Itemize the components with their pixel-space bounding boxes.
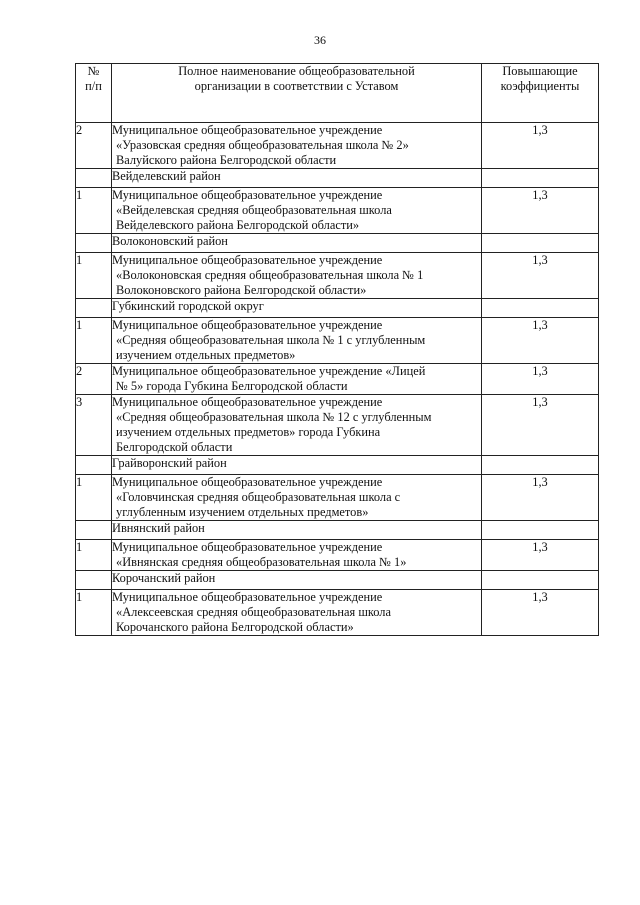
school-row — [76, 123, 599, 169]
district-number-cell — [76, 169, 112, 188]
district-row — [76, 169, 599, 188]
school-row — [76, 188, 599, 234]
school-name — [112, 364, 482, 395]
school-name — [112, 590, 482, 636]
header-number — [76, 64, 112, 123]
school-name-line: Муниципальное общеобразовательное учреждение — [112, 318, 383, 332]
district-row — [76, 456, 599, 475]
school-name-line: Волоконовского района Белгородской области» — [116, 283, 367, 297]
school-name — [112, 540, 482, 571]
district-row — [76, 299, 599, 318]
row-number: 1 — [76, 318, 112, 364]
schools-table — [75, 63, 599, 636]
row-number: 3 — [76, 395, 112, 456]
district-name: Грайворонский район — [112, 456, 482, 475]
school-row — [76, 475, 599, 521]
district-number-cell — [76, 299, 112, 318]
coefficient-value: 1,3 — [482, 253, 599, 299]
coefficient-value: 1,3 — [482, 123, 599, 169]
district-coef-cell — [482, 169, 599, 188]
school-name-line: «Алексеевская средняя общеобразовательная школа — [116, 605, 391, 619]
row-number: 1 — [76, 475, 112, 521]
school-name-line: № 5» города Губкина Белгородской области — [116, 379, 348, 393]
school-row — [76, 253, 599, 299]
row-number: 1 — [76, 188, 112, 234]
coefficient-value: 1,3 — [482, 590, 599, 636]
district-row — [76, 571, 599, 590]
district-name: Корочанский район — [112, 571, 482, 590]
coefficient-value: 1,3 — [482, 475, 599, 521]
school-name-line: «Волоконовская средняя общеобразовательная школа № 1 — [116, 268, 424, 282]
header-number-line2: п/п — [85, 79, 102, 93]
school-name-line: «Головчинская средняя общеобразовательная школа с — [116, 490, 401, 504]
school-name-line: Муниципальное общеобразовательное учреждение — [112, 395, 383, 409]
district-row — [76, 234, 599, 253]
school-name-line: Муниципальное общеобразовательное учреждение — [112, 590, 383, 604]
school-name-line: Муниципальное общеобразовательное учреждение «Лицей — [112, 364, 426, 378]
page-number: 36 — [314, 33, 326, 47]
school-name-line: Муниципальное общеобразовательное учреждение — [112, 253, 383, 267]
district-coef-cell — [482, 456, 599, 475]
district-name: Ивнянский район — [112, 521, 482, 540]
district-coef-cell — [482, 571, 599, 590]
table-header-row — [76, 64, 599, 123]
district-number-cell — [76, 234, 112, 253]
school-name-line: Муниципальное общеобразовательное учреждение — [112, 188, 383, 202]
header-name-line2: организации в соответствии с Уставом — [194, 79, 399, 93]
district-coef-cell — [482, 521, 599, 540]
school-name — [112, 123, 482, 169]
row-number: 1 — [76, 253, 112, 299]
header-coefficient — [482, 64, 599, 123]
school-name-line: «Вейделевская средняя общеобразовательная школа — [116, 203, 392, 217]
table-body — [76, 123, 599, 636]
coefficient-value: 1,3 — [482, 395, 599, 456]
school-name-line: «Средняя общеобразовательная школа № 1 с углубленным — [116, 333, 426, 347]
header-coef-line2: коэффициенты — [500, 79, 580, 93]
coefficient-value: 1,3 — [482, 540, 599, 571]
school-row — [76, 590, 599, 636]
row-number: 1 — [76, 540, 112, 571]
school-name-line: «Средняя общеобразовательная школа № 12 с углубленным — [116, 410, 432, 424]
school-name-line: «Ивнянская средняя общеобразовательная школа № 1» — [116, 555, 407, 569]
row-number: 2 — [76, 123, 112, 169]
school-name-line: углубленным изучением отдельных предметов» — [116, 505, 369, 519]
coefficient-value: 1,3 — [482, 188, 599, 234]
row-number: 2 — [76, 364, 112, 395]
school-name — [112, 318, 482, 364]
school-name-line: Корочанского района Белгородской области» — [116, 620, 354, 634]
district-name: Вейделевский район — [112, 169, 482, 188]
header-number-line1: № — [87, 64, 100, 78]
district-coef-cell — [482, 299, 599, 318]
school-row — [76, 318, 599, 364]
school-name — [112, 475, 482, 521]
school-name-line: «Уразовская средняя общеобразовательная школа № 2» — [116, 138, 409, 152]
school-row — [76, 395, 599, 456]
school-name — [112, 253, 482, 299]
district-number-cell — [76, 521, 112, 540]
header-coef-line1: Повышающие — [502, 64, 578, 78]
district-name: Волоконовский район — [112, 234, 482, 253]
district-row — [76, 521, 599, 540]
school-row — [76, 364, 599, 395]
school-name-line: Вейделевского района Белгородской области» — [116, 218, 360, 232]
school-name — [112, 395, 482, 456]
school-name-line: Муниципальное общеобразовательное учреждение — [112, 540, 383, 554]
school-name-line: Валуйского района Белгородской области — [116, 153, 337, 167]
school-row — [76, 540, 599, 571]
header-name — [112, 64, 482, 123]
school-name — [112, 188, 482, 234]
school-name-line: Белгородской области — [116, 440, 233, 454]
school-name-line: Муниципальное общеобразовательное учреждение — [112, 123, 383, 137]
district-number-cell — [76, 456, 112, 475]
coefficient-value: 1,3 — [482, 364, 599, 395]
row-number: 1 — [76, 590, 112, 636]
district-name: Губкинский городской округ — [112, 299, 482, 318]
district-number-cell — [76, 571, 112, 590]
coefficient-value: 1,3 — [482, 318, 599, 364]
district-coef-cell — [482, 234, 599, 253]
header-name-line1: Полное наименование общеобразовательной — [178, 64, 415, 78]
school-name-line: Муниципальное общеобразовательное учреждение — [112, 475, 383, 489]
school-name-line: изучением отдельных предметов» — [116, 348, 296, 362]
school-name-line: изучением отдельных предметов» города Губкина — [116, 425, 381, 439]
